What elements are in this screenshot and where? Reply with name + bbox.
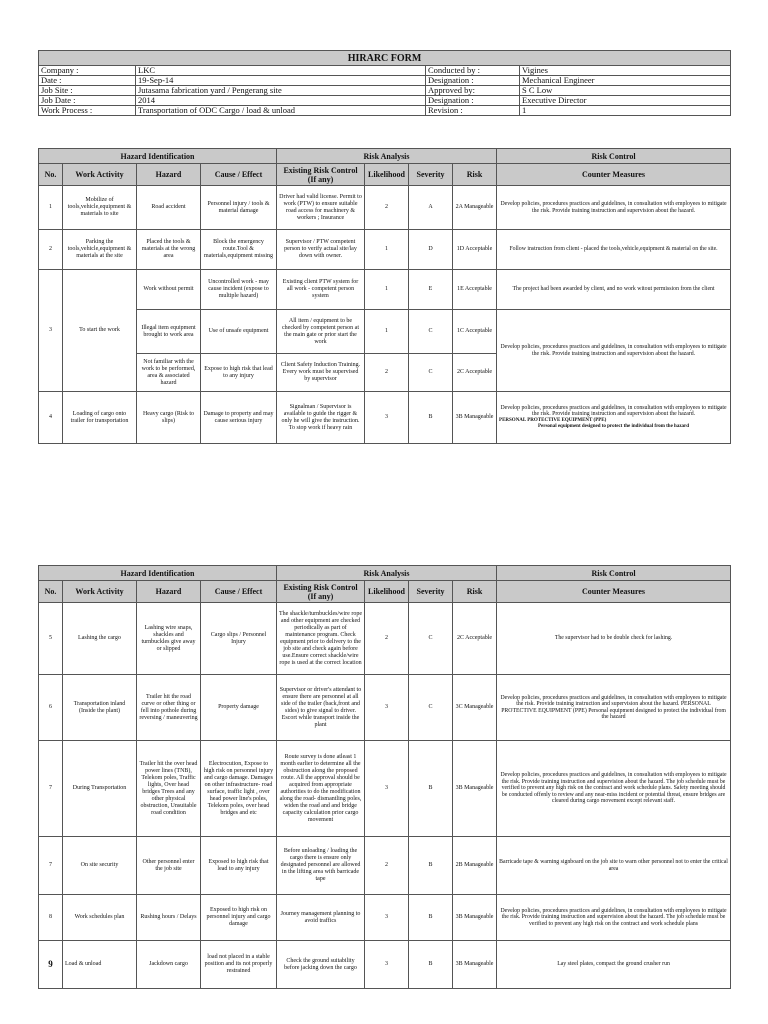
info-value: 19-Sep-14 (136, 76, 426, 86)
likelihood: 3 (365, 941, 409, 989)
cause-effect: Use of unsafe equipment (201, 310, 277, 354)
hazard: Work without permit (137, 270, 201, 310)
col-cause-effect: Cause / Effect (201, 581, 277, 603)
counter-measures: Follow instruction from client - placed the tools,vehicle,equipment & material on the site. (497, 230, 731, 270)
info-row (39, 76, 731, 86)
risk: 2B Manageable (453, 837, 497, 895)
work-activity: On site security (63, 837, 137, 895)
likelihood: 3 (365, 675, 409, 741)
severity: A (409, 186, 453, 230)
info-value: 2014 (136, 96, 426, 106)
hazard-identification-header: Hazard Identification (39, 149, 277, 164)
likelihood: 3 (365, 392, 409, 444)
row-no: 1 (39, 186, 63, 230)
work-activity: Mobilize of tools,vehicle,equipment & materials to site (63, 186, 137, 230)
work-activity: During Transportation (63, 741, 137, 837)
cause-effect: Uncontrolled work - may cause incident (expose to multiple hazard) (201, 270, 277, 310)
info-label: Designation : (426, 96, 520, 106)
info-value: Mechanical Engineer (520, 76, 731, 86)
existing-control: The shackle/turnbuckles/wire rope and other equipment are checked periodically as part of maintenance program. Check equipment prior to delivery to the job site and check again before use.Ensure correct shackle/wire rope is used at the correct location (277, 603, 365, 675)
counter-measures: Develop policies, procedures practices and guidelines, in consultation with employees to mitigate the risk. Provide training instruction and supervision about the hazard. The job schedule must be verified to prevent any high risk on the contract and work schedule plans. Safety meeting should be conducted offenly to review and any near-miss incident or potential threat, ensure bridges are cleared during cargo movement except relevant staff. (497, 741, 731, 837)
col-counter-measures: Counter Measures (497, 581, 731, 603)
col-work-activity: Work Activity (63, 164, 137, 186)
severity: B (409, 895, 453, 941)
info-value: Executive Director (520, 96, 731, 106)
existing-control: All item / equipment to be checked by competent person at the main gate or prior start the work (277, 310, 365, 354)
hazard-identification-header: Hazard Identification (39, 566, 277, 581)
existing-control: Check the ground suitability before jacking down the cargo (277, 941, 365, 989)
likelihood: 3 (365, 895, 409, 941)
risk: 2C Acceptable (453, 354, 497, 392)
work-activity: Transportation inland (Inside the plant) (63, 675, 137, 741)
cause-effect: Block the emergency route.Tool & materials,equipment missing (201, 230, 277, 270)
likelihood: 1 (365, 310, 409, 354)
col-no: No. (39, 164, 63, 186)
hazard: Not familiar with the work to be performed, area & associated hazard (137, 354, 201, 392)
severity: C (409, 603, 453, 675)
info-value: S C Low (520, 86, 731, 96)
table-row (39, 675, 731, 741)
likelihood: 2 (365, 837, 409, 895)
hazard: Placed the tools & materials at the wrong area (137, 230, 201, 270)
severity: E (409, 270, 453, 310)
info-value: Vigines (520, 66, 731, 76)
table-row (39, 270, 731, 310)
severity: B (409, 941, 453, 989)
counter-measures: The supervisor had to be double check for lashing. (497, 603, 731, 675)
table-row (39, 837, 731, 895)
work-activity: Load & unload (63, 941, 137, 989)
existing-control: Existing client PTW system for all work - competent person system (277, 270, 365, 310)
cause-effect: Damage to property and may cause serious injury (201, 392, 277, 444)
severity: B (409, 837, 453, 895)
col-hazard: Hazard (137, 581, 201, 603)
counter-measures: Lay steel plates, compact the ground crusher run (497, 941, 731, 989)
counter-measures: Barricade tape & warning signboard on the job site to warn other personnel not to enter the critical area (497, 837, 731, 895)
counter-measures (497, 392, 731, 444)
cause-effect: load not placed in a stable position and its not properly restrained (201, 941, 277, 989)
risk-analysis-header: Risk Analysis (277, 566, 497, 581)
info-value: LKC (136, 66, 426, 76)
row-no: 3 (39, 270, 63, 392)
info-row (39, 86, 731, 96)
severity: C (409, 354, 453, 392)
likelihood: 2 (365, 603, 409, 675)
table-row (39, 895, 731, 941)
info-label: Date : (39, 76, 136, 86)
existing-control: Supervisor / PTW competent person to verify actual site/lay down with owner. (277, 230, 365, 270)
risk-control-header: Risk Control (497, 149, 731, 164)
row-no: 5 (39, 603, 63, 675)
cause-effect: Property damage (201, 675, 277, 741)
risk: 2A Manageable (453, 186, 497, 230)
cause-effect: Electrocution, Expose to high risk on personnel injury and cargo damage. Damages on other infrastructure- road surface, traffic light , over head power line's poles, Telekom poles, over head bridges and etc (201, 741, 277, 837)
hazard: Other personnel enter the job site (137, 837, 201, 895)
hirarc-info-table (38, 50, 731, 116)
severity: B (409, 392, 453, 444)
risk-analysis-header: Risk Analysis (277, 149, 497, 164)
table-row (39, 310, 731, 354)
row-no: 6 (39, 675, 63, 741)
row-no: 8 (39, 895, 63, 941)
row-no: 7 (39, 741, 63, 837)
info-label: Job Site : (39, 86, 136, 96)
row-no: 9 (39, 941, 63, 989)
likelihood: 1 (365, 270, 409, 310)
counter-measures: Develop policies, procedures practices and guidelines, in consultation with employees to mitigate the risk. Provide training instruction and supervision about the hazard. PERSONAL PROTECTIVE EQUIPMENT (PPE) Personal equipment designed to protect the individual from the hazard (497, 675, 731, 741)
severity: C (409, 310, 453, 354)
risk: 1E Acceptable (453, 270, 497, 310)
col-existing-control: Existing Risk Control (If any) (277, 581, 365, 603)
counter-measures: Develop policies, procedures practices and guidelines, in consultation with employees to mitigate the risk. Provide training instruction and supervision about the hazard. (497, 186, 731, 230)
info-value: 1 (520, 106, 731, 116)
risk: 3B Manageable (453, 895, 497, 941)
hazard-table-2 (38, 565, 731, 989)
form-title: HIRARC FORM (39, 51, 731, 66)
hazard: Illegal item equipment brought to work area (137, 310, 201, 354)
likelihood: 2 (365, 186, 409, 230)
hazard: Lashing wire snaps, shackles and turnbuckles give away or slipped (137, 603, 201, 675)
work-activity: To start the work (63, 270, 137, 392)
existing-control: Route survey is done atleast 1 month earlier to determine all the obstruction along the proposed route. All the approval should be acquired from appropriate authorities to do the modification along the road- dismantling poles, widen the road and and bridge capacity calculation prior cargo movement (277, 741, 365, 837)
hazard: Heavy cargo (Risk to slips) (137, 392, 201, 444)
risk: 3B Manageable (453, 741, 497, 837)
col-cause-effect: Cause / Effect (201, 164, 277, 186)
existing-control: Before unloading / loading the cargo there is ensure only designated personnel are allowed in the lifting area with barricade tape (277, 837, 365, 895)
counter-measures: Develop policies, procedures practices and guidelines, in consultation with employees to mitigate the risk. Provide training instruction and supervision about the hazard. The job schedule must be verified to prevent any high risk on the contract and work schedule plans (497, 895, 731, 941)
info-label: Approved by: (426, 86, 520, 96)
cause-effect: Exposed to high risk on personnel injury and cargo damage (201, 895, 277, 941)
severity: C (409, 675, 453, 741)
hazard: Trailer hit the over head power lines (TNB), Telekom poles, Traffic lights, Over head bridges Trees and any other physical obstruction, Unsuitable road condition (137, 741, 201, 837)
hazard: Road accident (137, 186, 201, 230)
col-severity: Severity (409, 164, 453, 186)
hazard: Jackdown cargo (137, 941, 201, 989)
row-no: 7 (39, 837, 63, 895)
work-activity: Loading of cargo onto trailer for transportation (63, 392, 137, 444)
existing-control: Signalman / Supervisor is available to guide the rigger & only he will give the instruction. To stop work if heavy rain (277, 392, 365, 444)
likelihood: 3 (365, 741, 409, 837)
info-row (39, 96, 731, 106)
info-label: Work Process : (39, 106, 136, 116)
col-risk: Risk (453, 581, 497, 603)
counter-measures: The project had been awarded by client, and no work witout permission from the client (497, 270, 731, 310)
existing-control: Supervisor or driver's attendant to ensure there are personnel at all side of the trailer (back,front and sides) to give signal to driver. Escort while transport inside the plant (277, 675, 365, 741)
table-row (39, 230, 731, 270)
risk: 1C Acceptable (453, 310, 497, 354)
col-no: No. (39, 581, 63, 603)
existing-control: Client Safety Induction Training. Every work must be supervised by supervisor (277, 354, 365, 392)
cause-effect: Cargo slips / Personnel Injury (201, 603, 277, 675)
ppe-heading: PERSONAL PROTECTIVE EQUIPMENT (PPE) (499, 417, 607, 423)
severity: D (409, 230, 453, 270)
col-counter-measures: Counter Measures (497, 164, 731, 186)
col-work-activity: Work Activity (63, 581, 137, 603)
table-row (39, 603, 731, 675)
col-risk: Risk (453, 164, 497, 186)
col-existing-control: Existing Risk Control (If any) (277, 164, 365, 186)
hazard: Trailer hit the road curve or other thing or fell into pothole during reversing / maneuvering (137, 675, 201, 741)
table-row (39, 392, 731, 444)
row-no: 4 (39, 392, 63, 444)
risk-control-header: Risk Control (497, 566, 731, 581)
severity: B (409, 741, 453, 837)
cause-effect: Exposed to high risk that lead to any injury (201, 837, 277, 895)
risk: 3B Manageable (453, 392, 497, 444)
info-value: Jutasama fabrication yard / Pengerang site (136, 86, 426, 96)
risk: 2C Acceptable (453, 603, 497, 675)
counter-measures-text: Develop policies, procedures practices and guidelines, in consultation with employees to mitigate the risk. Provide training instruction and supervision about the hazard. (500, 404, 727, 417)
work-activity: Parking the tools,vehicle,equipment & materials at the site (63, 230, 137, 270)
hazard: Rushing hours / Delays (137, 895, 201, 941)
work-activity: Work schedules plan (63, 895, 137, 941)
ppe-description: Personal equipment designed to protect the individual from the hazard (537, 424, 690, 429)
existing-control: Journey management planning to avoid traffics (277, 895, 365, 941)
cause-effect: Personnel injury / tools & material damage (201, 186, 277, 230)
info-row (39, 66, 731, 76)
risk: 3C Manageable (453, 675, 497, 741)
info-value: Transportation of ODC Cargo / load & unload (136, 106, 426, 116)
table-row (39, 941, 731, 989)
risk: 1D Acceptable (453, 230, 497, 270)
col-likelihood: Likelihood (365, 581, 409, 603)
counter-measures: Develop policies, procedures practices and guidelines, in consultation with employees to mitigate the risk. Provide training instruction and supervision about the hazard. (497, 310, 731, 392)
likelihood: 1 (365, 230, 409, 270)
info-label: Designation : (426, 76, 520, 86)
info-row (39, 106, 731, 116)
table-row (39, 741, 731, 837)
existing-control: Driver had valid license. Permit to work (PTW) to ensure suitable road access for machinery & workers ; Insurance (277, 186, 365, 230)
work-activity: Lashing the cargo (63, 603, 137, 675)
likelihood: 2 (365, 354, 409, 392)
risk: 3B Manageable (453, 941, 497, 989)
info-label: Revision : (426, 106, 520, 116)
row-no: 2 (39, 230, 63, 270)
info-label: Conducted by : (426, 66, 520, 76)
table-row (39, 186, 731, 230)
col-likelihood: Likelihood (365, 164, 409, 186)
col-severity: Severity (409, 581, 453, 603)
cause-effect: Expose to high risk that lead to any injury (201, 354, 277, 392)
col-hazard: Hazard (137, 164, 201, 186)
info-label: Job Date : (39, 96, 136, 106)
info-label: Company : (39, 66, 136, 76)
hazard-table-1 (38, 148, 731, 444)
